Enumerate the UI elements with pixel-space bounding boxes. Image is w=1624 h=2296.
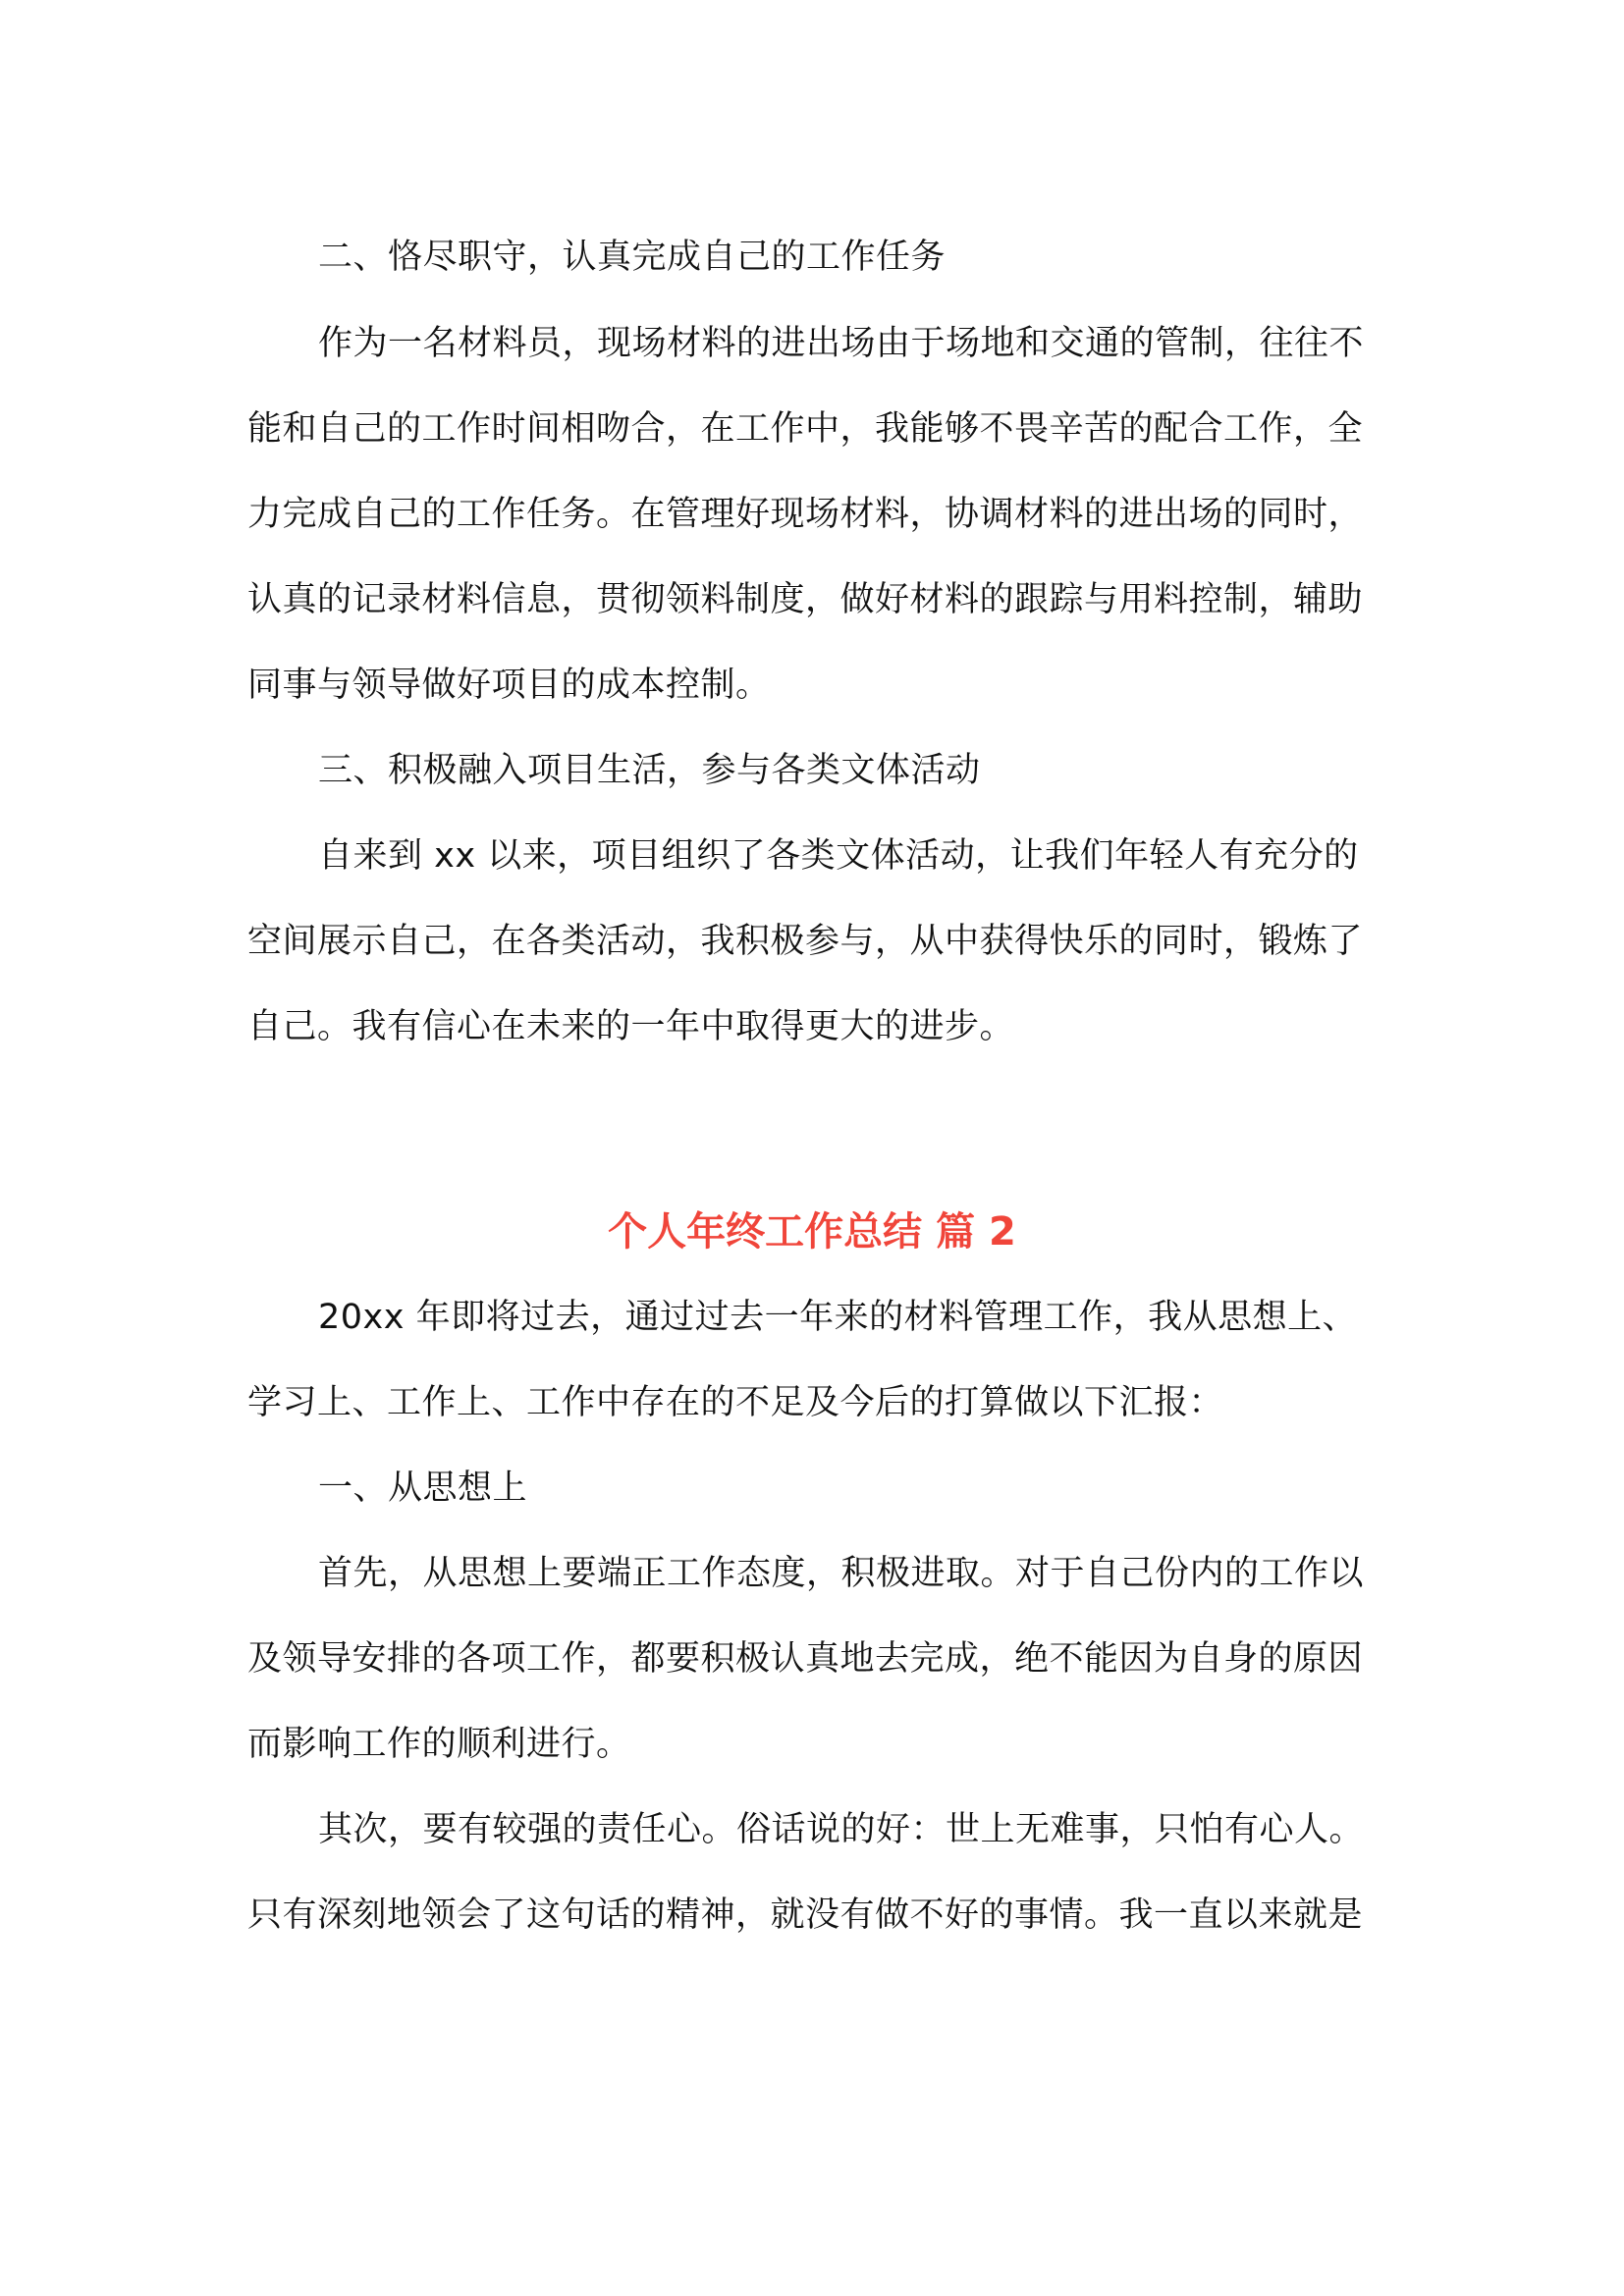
paragraph-line: 力完成自己的工作任务。在管理好现场材料，协调材料的进出场的同时，: [247, 495, 1364, 534]
paragraph-line: 首先，从思想上要端正工作态度，积极进取。对于自己份内的工作以: [318, 1554, 1365, 1593]
paragraph-line: 自来到 xx 以来，项目组织了各类文体活动，让我们年轻人有充分的: [318, 836, 1359, 876]
paragraph-line: 只有深刻地领会了这句话的精神，就没有做不好的事情。我一直以来就是: [247, 1896, 1364, 1935]
section-heading-2: 二、恪尽职守，认真完成自己的工作任务: [318, 238, 947, 277]
paragraph-line: 自己。我有信心在未来的一年中取得更大的进步。: [247, 1007, 1015, 1046]
paragraph-line: 学习上、工作上、工作中存在的不足及今后的打算做以下汇报：: [247, 1383, 1224, 1422]
paragraph-line: 而影响工作的顺利进行。: [247, 1725, 631, 1764]
article-title: 个人年终工作总结 篇 2: [608, 1209, 1016, 1255]
paragraph-line: 能和自己的工作时间相吻合，在工作中，我能够不畏辛苦的配合工作，全: [247, 409, 1364, 449]
section-heading-3: 三、积极融入项目生活，参与各类文体活动: [318, 751, 981, 790]
paragraph-line: 20xx 年即将过去，通过过去一年来的材料管理工作，我从思想上、: [318, 1298, 1358, 1337]
paragraph-line: 作为一名材料员，现场材料的进出场由于场地和交通的管制，往往不: [318, 324, 1365, 363]
subheading: 一、从思想上: [318, 1468, 528, 1508]
paragraph-line: 其次，要有较强的责任心。俗话说的好：世上无难事，只怕有心人。: [318, 1810, 1365, 1849]
paragraph-line: 及领导安排的各项工作，都要积极认真地去完成，绝不能因为自身的原因: [247, 1639, 1364, 1679]
paragraph-line: 空间展示自己，在各类活动，我积极参与，从中获得快乐的同时，锻炼了: [247, 922, 1364, 961]
paragraph-line: 认真的记录材料信息，贯彻领料制度，做好材料的跟踪与用料控制，辅助: [247, 580, 1364, 619]
paragraph-line: 同事与领导做好项目的成本控制。: [247, 666, 771, 705]
